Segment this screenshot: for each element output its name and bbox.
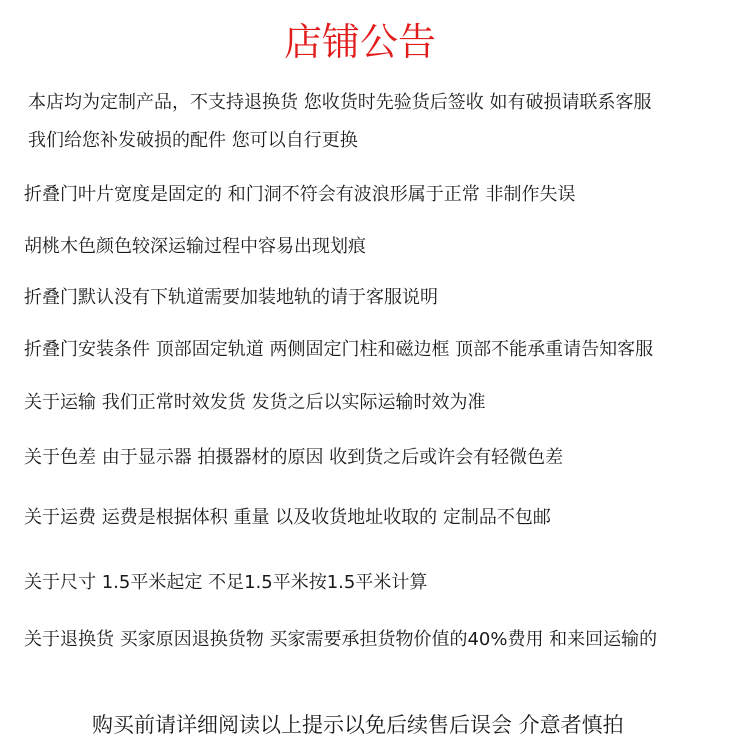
footer-notice: 购买前请详细阅读以上提示以免后续售后误会 介意者慎拍	[92, 713, 624, 737]
notice-line-8: 关于色差 由于显示器 拍摄器材的原因 收到货之后或许会有轻微色差	[24, 447, 564, 468]
page-title: 店铺公告	[283, 20, 436, 64]
notice-line-10: 关于尺寸 1.5平米起定 不足1.5平米按1.5平米计算	[24, 572, 428, 593]
notice-line-3: 折叠门叶片宽度是固定的 和门洞不符会有波浪形属于正常 非制作失误	[24, 184, 576, 205]
notice-line-5: 折叠门默认没有下轨道需要加装地轨的请于客服说明	[24, 287, 438, 308]
notice-line-1: 本店均为定制产品，不支持退换货 您收货时先验货后签收 如有破损请联系客服	[28, 92, 652, 113]
notice-line-4: 胡桃木色颜色较深运输过程中容易出现划痕	[24, 236, 366, 257]
notice-line-11: 关于退换货 买家原因退换货物 买家需要承担货物价值的40%费用 和来回运输的	[24, 629, 658, 650]
notice-line-6: 折叠门安装条件 顶部固定轨道 两侧固定门柱和磁边框 顶部不能承重请告知客服	[24, 339, 654, 360]
notice-line-2: 我们给您补发破损的配件 您可以自行更换	[28, 130, 358, 151]
notice-line-7: 关于运输 我们正常时效发货 发货之后以实际运输时效为准	[24, 392, 486, 413]
notice-line-9: 关于运费 运费是根据体积 重量 以及收货地址收取的 定制品不包邮	[24, 507, 551, 528]
